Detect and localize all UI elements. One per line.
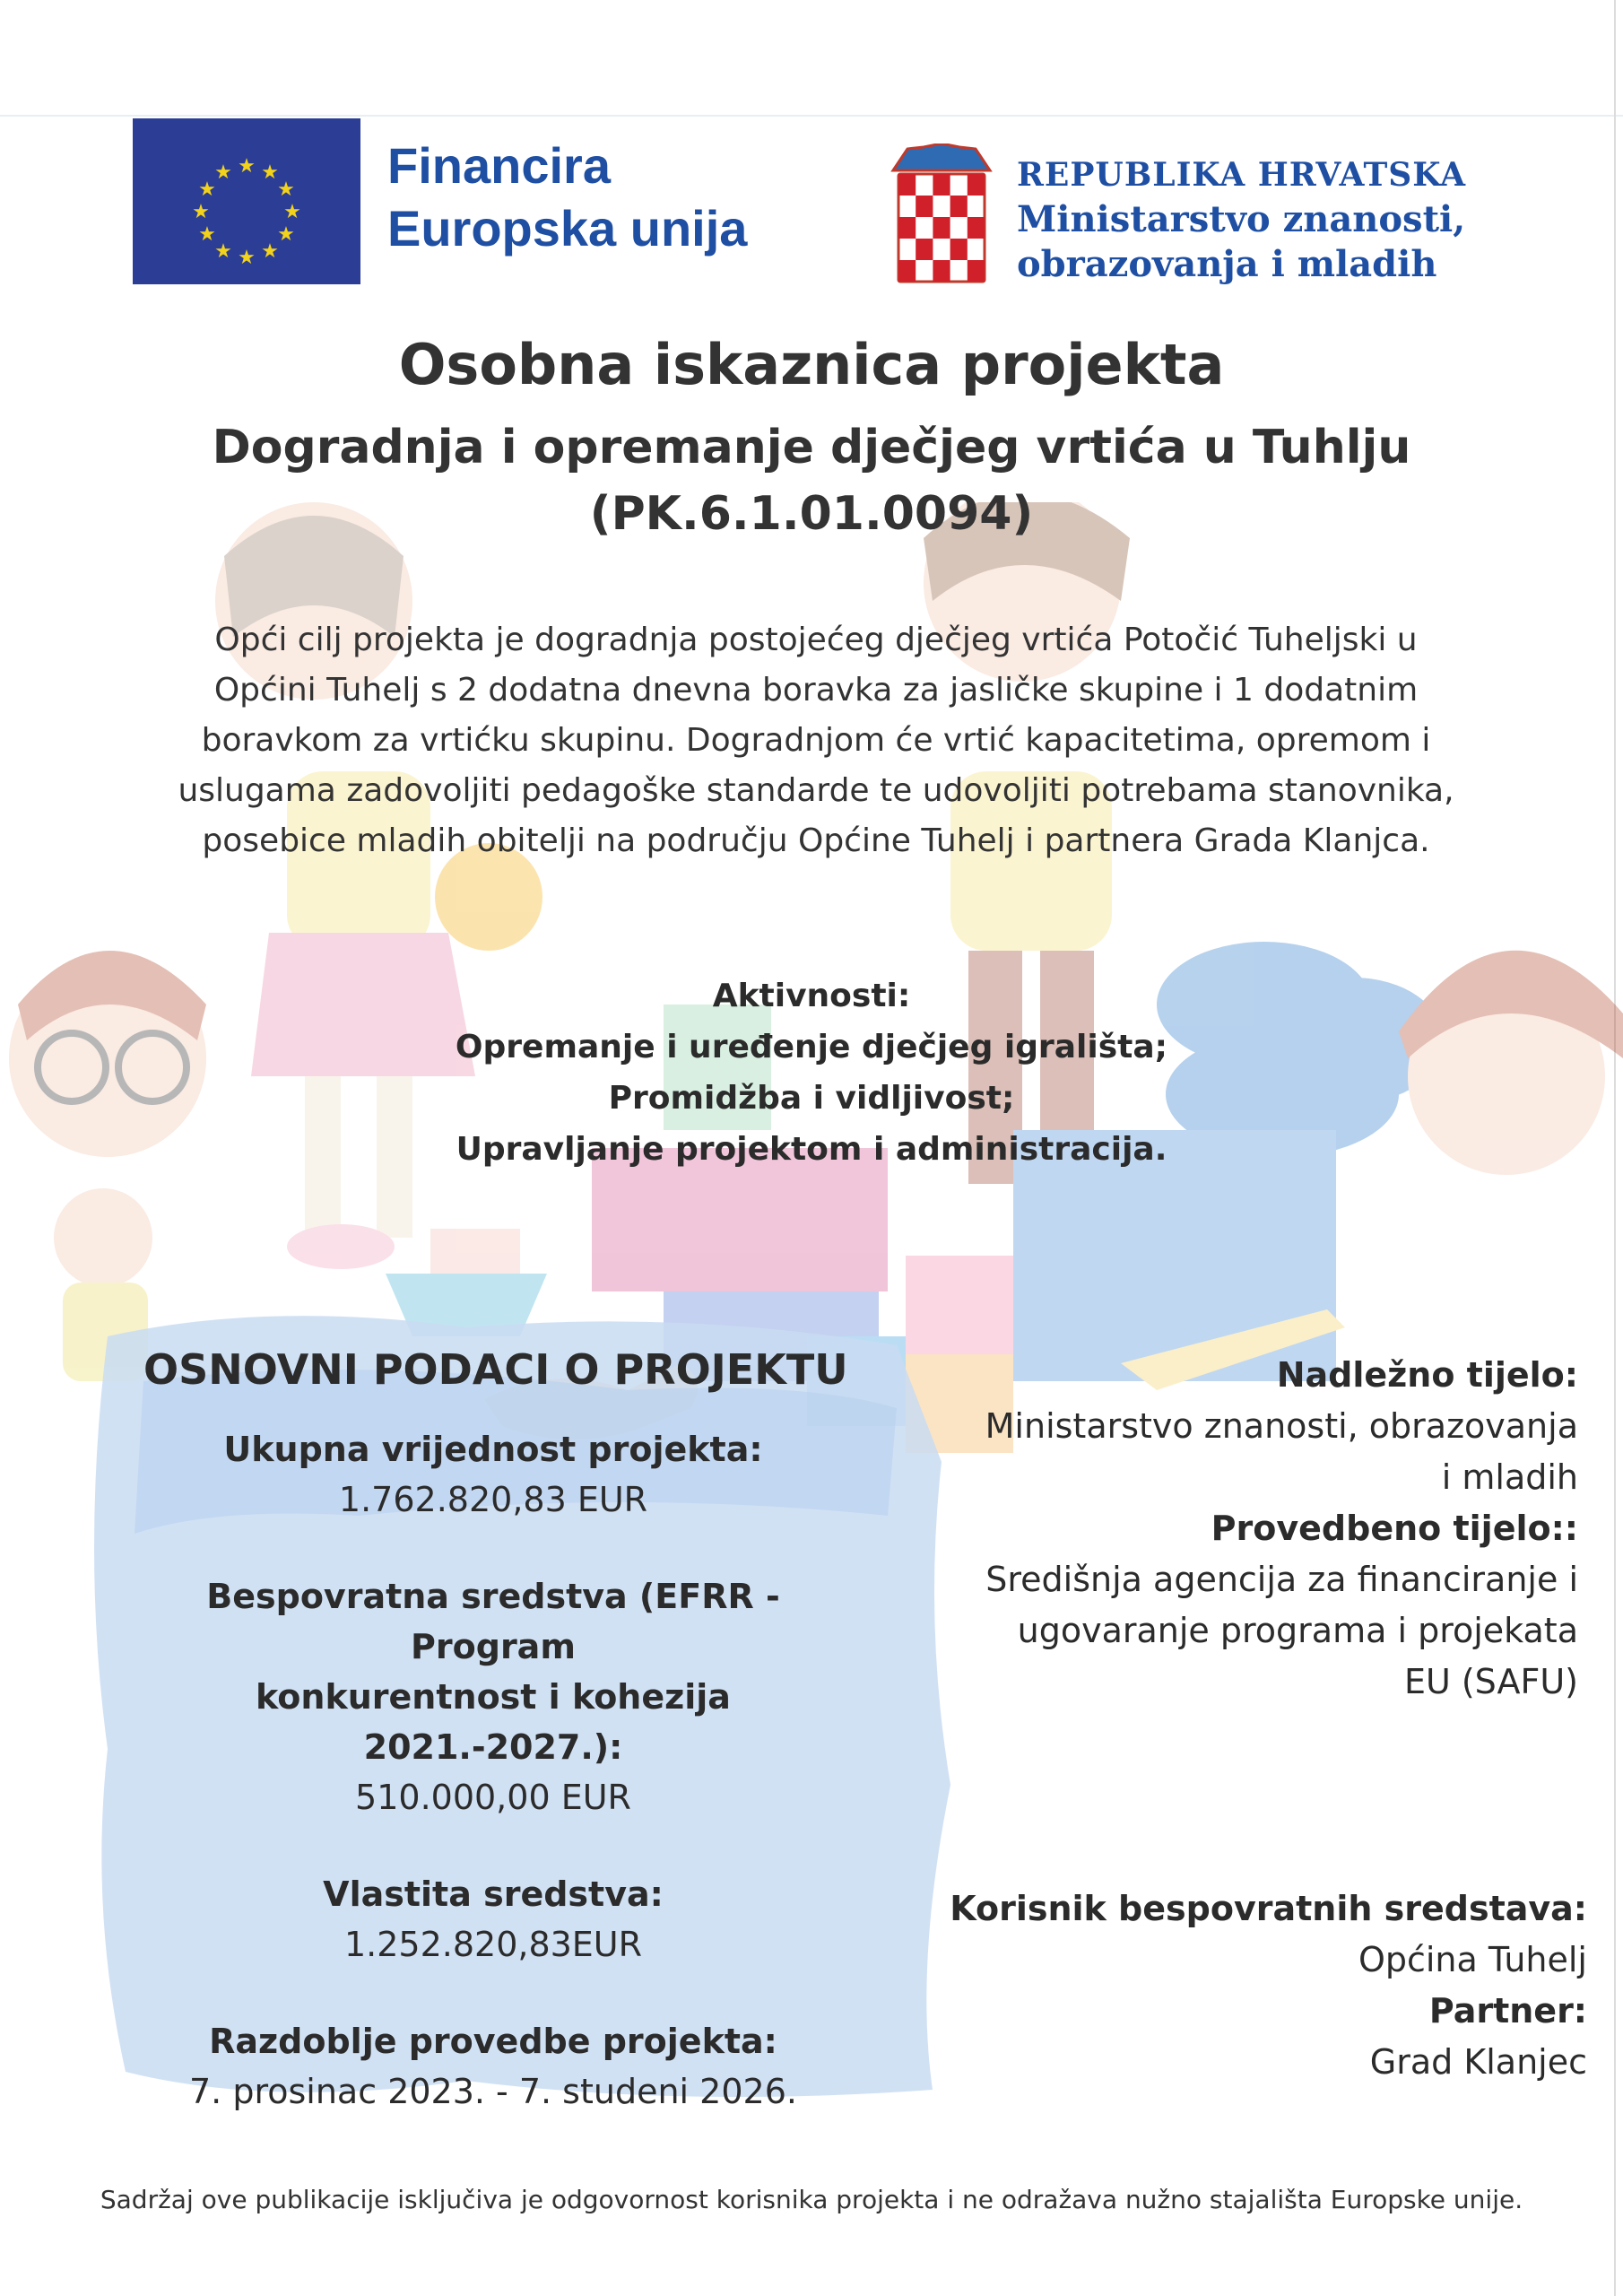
beneficiary-section bbox=[933, 1883, 1587, 2088]
eu-funding-label bbox=[387, 135, 747, 260]
basic-data-section bbox=[135, 1345, 852, 2163]
competent-body-line-2: i mladih bbox=[1441, 1457, 1578, 1497]
ministry-line-1: Ministarstvo znanosti, bbox=[1017, 198, 1466, 240]
project-name: Dogradnja i opremanje dječjeg vrtića u Tuhlju bbox=[212, 421, 1411, 474]
svg-text:★: ★ bbox=[214, 240, 232, 263]
project-title bbox=[0, 414, 1623, 547]
implementing-body-line-3: EU (SAFU) bbox=[1403, 1662, 1578, 1701]
period-label: Razdoblje provedbe projekta: bbox=[209, 2022, 777, 2061]
eu-line-2: Europska unija bbox=[387, 200, 748, 257]
own-funds-value: 1.252.820,83EUR bbox=[343, 1925, 643, 1964]
total-value-label: Ukupna vrijednost projekta: bbox=[223, 1430, 763, 1469]
eu-flag-icon bbox=[133, 118, 360, 284]
partner-label: Partner: bbox=[1428, 1991, 1587, 2031]
grant-label-line-2: konkurentnost i kohezija 2021.-2027.): bbox=[256, 1677, 731, 1767]
competent-body-line-1: Ministarstvo znanosti, obrazovanja bbox=[985, 1406, 1578, 1446]
beneficiary-label: Korisnik bespovratnih sredstava: bbox=[950, 1889, 1587, 1928]
svg-text:★: ★ bbox=[214, 161, 232, 184]
svg-text:★: ★ bbox=[283, 201, 301, 223]
beneficiary-value: Općina Tuhelj bbox=[1358, 1940, 1587, 1979]
disclaimer-footer: Sadržaj ove publikacije isključiva je odgovornost korisnika projekta i ne odražava nužno stajališta Europske unije. bbox=[100, 2185, 1523, 2214]
competent-body-label: Nadležno tijelo: bbox=[1276, 1355, 1578, 1395]
implementing-body-label: Provedbeno tijelo:: bbox=[1211, 1509, 1578, 1548]
project-code: (PK.6.1.01.0094) bbox=[589, 487, 1034, 541]
partner-value: Grad Klanjec bbox=[1369, 2042, 1587, 2082]
period-value: 7. prosinac 2023. - 7. studeni 2026. bbox=[189, 2072, 797, 2111]
svg-text:★: ★ bbox=[192, 201, 210, 223]
ministry-line-2: obrazovanja i mladih bbox=[1017, 243, 1437, 285]
svg-text:★: ★ bbox=[261, 161, 279, 184]
activities-section bbox=[0, 970, 1623, 1175]
page-title: Osobna iskaznica projekta bbox=[398, 332, 1225, 397]
svg-text:★: ★ bbox=[277, 223, 295, 246]
eu-line-1: Financira bbox=[387, 137, 611, 194]
total-value: 1.762.820,83 EUR bbox=[338, 1480, 648, 1519]
activities-heading: Aktivnosti: bbox=[712, 978, 911, 1014]
top-divider bbox=[0, 115, 1623, 117]
project-description: Opći cilj projekta je dogradnja postojećeg dječjeg vrtića Potočić Tuheljski u Općini Tuhelj s 2 dodatna dnevna boravka za jasličke skupine i 1 dodatnim boravkom za vrtićku skupinu. Dogradnjom će vrtić kapacitetima, opremom i uslugama zadovoljiti pedagoške standarde te udovoljiti potrebama stanovnika, posebice mladih obitelji na području Općine Tuhelj i partnera Grada Klanjca. bbox=[178, 622, 1454, 859]
basic-data-heading: OSNOVNI PODACI O PROJEKTU bbox=[143, 1345, 848, 1394]
activity-item: Opremanje i uređenje dječjeg igrališta; bbox=[455, 1029, 1168, 1065]
croatian-coat-of-arms-icon bbox=[890, 144, 994, 287]
svg-text:★: ★ bbox=[277, 178, 295, 201]
republic-name: REPUBLIKA HRVATSKA bbox=[1017, 156, 1466, 194]
own-funds-label: Vlastita sredstva: bbox=[323, 1874, 664, 1914]
implementing-body-line-2: ugovaranje programa i projekata bbox=[1017, 1611, 1578, 1650]
grant-value: 510.000,00 EUR bbox=[355, 1778, 631, 1817]
implementing-body-line-1: Središnja agencija za financiranje i bbox=[985, 1560, 1578, 1599]
activity-item: Promidžba i vidljivost; bbox=[608, 1080, 1015, 1117]
grant-label-line-1: Bespovratna sredstva (EFRR - Program bbox=[206, 1577, 780, 1666]
activity-item: Upravljanje projektom i administracija. bbox=[456, 1131, 1167, 1168]
ministry-label bbox=[1017, 152, 1466, 287]
svg-text:★: ★ bbox=[198, 178, 216, 201]
svg-text:★: ★ bbox=[238, 247, 256, 269]
svg-text:★: ★ bbox=[261, 240, 279, 263]
bodies-section bbox=[968, 1350, 1578, 1708]
svg-text:★: ★ bbox=[238, 155, 256, 178]
svg-text:★: ★ bbox=[198, 223, 216, 246]
